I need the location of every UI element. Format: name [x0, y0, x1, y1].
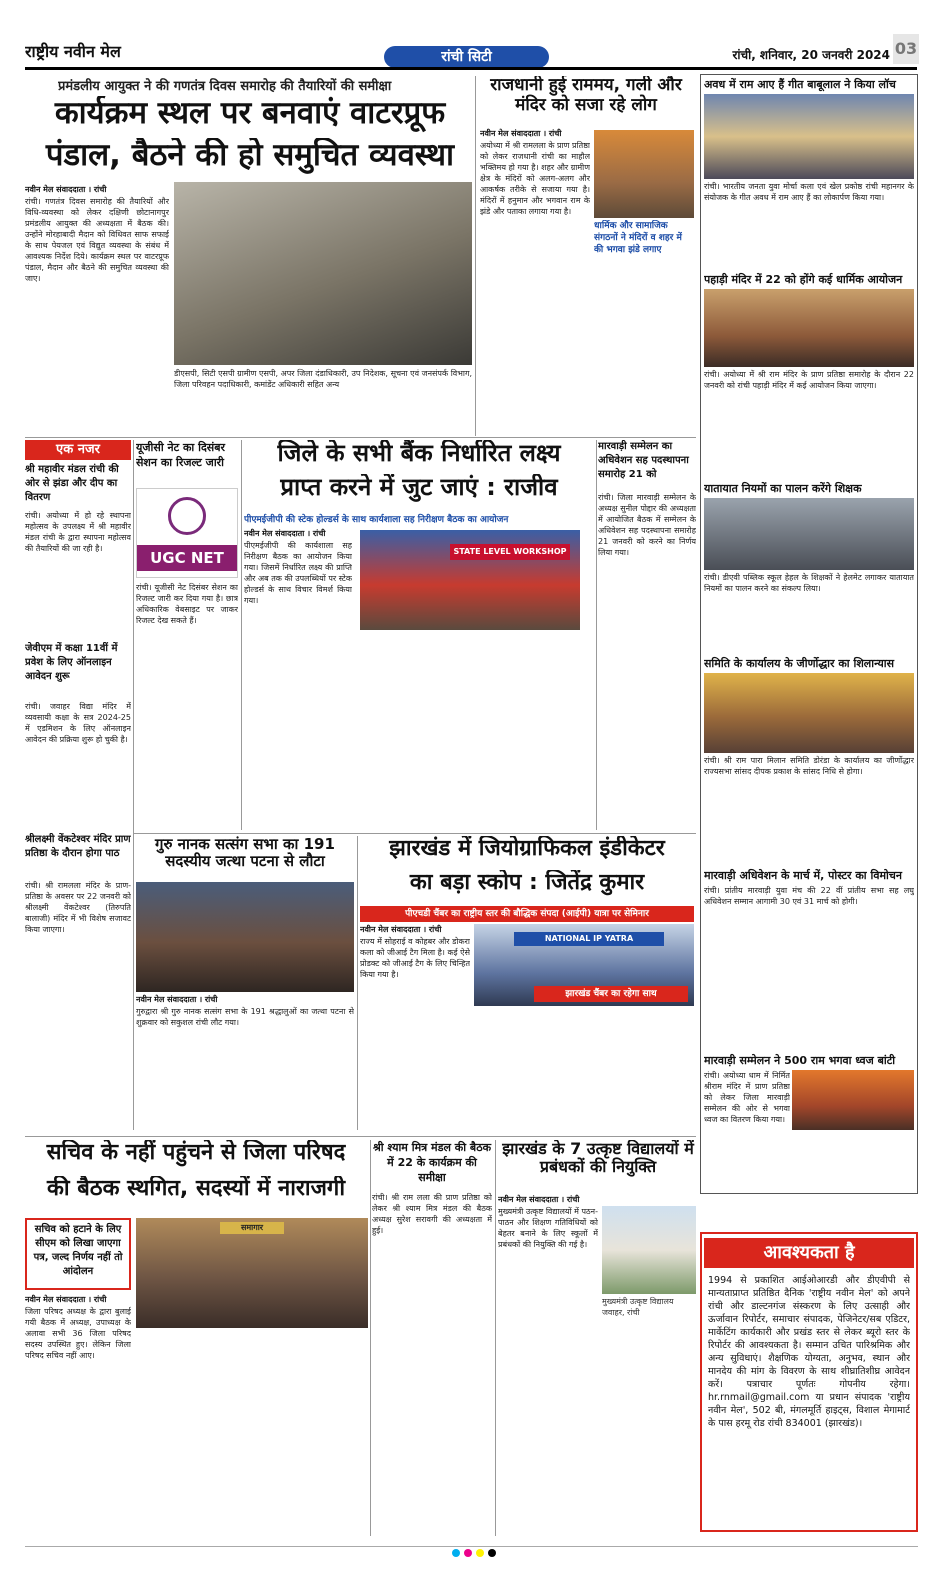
row-rule [25, 1136, 696, 1137]
ek-nazar-item1-body: रांची। अयोध्या में हो रहे स्थापना महोत्सव के उपलक्ष्य में श्री महावीर मंडल रांची के द्वारा स्थापना महोत्सव की तैयारियों की जा रही है। [25, 511, 131, 553]
sachiv-body: जिला परिषद अध्यक्ष के द्वारा बुलाई गयी बैठक में अध्यक्ष, उपाध्यक्ष के अलावा सभी 36 जिला परिषद सदस्य उपस्थित हुए। लेकिन जिला परिषद सचिव नहीं आए। [25, 1307, 131, 1360]
lead-body: रांची। गणतंत्र दिवस समारोह की तैयारियों और विधि-व्यवस्था को लेकर दक्षिणी छोटानागपुर प्रमंडलीय आयुक्त की अध्यक्षता में बैठक की। उन्होंने मोरहाबादी मैदान को विधिवत साफ सफाई के साथ पेयजल एवं विद्युत व्यवस्था के संबंध में आवश्यक निर्देश दिये। कार्यक्रम स्थल पर वाटरप्रूफ पंडाल, मैदान और बैठने की समुचित व्यवस्था की जाए। [25, 197, 169, 283]
gi-body-cont [360, 1010, 694, 1130]
column-rule [596, 440, 597, 830]
guru-headline: गुरु नानक सत्संग सभा का 191 सदस्यीय जत्था पटना से लौटा [155, 836, 335, 871]
classified-title: आवश्यकता है [704, 1238, 914, 1268]
gi-banner: NATIONAL IP YATRA [514, 932, 664, 946]
gi-headline-2: का बड़ा स्कोप : जितेंद्र कुमार [409, 870, 645, 895]
lead-photo-caption: डीएसपी, सिटी एसपी ग्रामीण एसपी, अपर जिला दंडाधिकारी, उप निदेशक, सूचना एवं जनसंपर्क विभाग, जिला परिवहन पदाधिकारी, कमांडेंट अधिकारी सहित अन्य [174, 369, 472, 389]
dateline: रांची, शनिवार, 20 जनवरी 2024 [732, 48, 890, 62]
right-story1-body: रांची। भारतीय जनता युवा मोर्चा कला एवं खेल प्रकोष्ठ रांची महानगर के संयोजक के गीत अवध में राम आए हैं का लोकार्पण किया गया। [704, 182, 914, 202]
marwari-headline: मारवाड़ी सम्मेलन का अधिवेशन सह पदस्थापना समारोह 21 को [598, 441, 689, 480]
gi-subhead: पीएचडी चैंबर का राष्ट्रीय स्तर की बौद्धिक संपदा (आईपी) यात्रा पर सेमिनार [360, 906, 694, 922]
cyan-mark-icon [452, 1549, 460, 1557]
shyam-headline: श्री श्याम मित्र मंडल की बैठक में 22 के कार्यक्रम की समीक्षा [372, 1141, 492, 1184]
gi-overlay: झारखंड चैंबर का रहेगा साथ [534, 986, 688, 1002]
ram-photo [594, 130, 694, 218]
black-mark-icon [488, 1549, 496, 1557]
bank-byline: नवीन मेल संवाददाता । रांची [244, 529, 326, 538]
right-story6-photo [792, 1070, 914, 1130]
shyam-body: रांची। श्री राम लला की प्राण प्रतिष्ठा को लेकर श्री श्याम मित्र मंडल की बैठक अध्यक्ष सुरेश सरावगी की अध्यक्षता में हुई। [372, 1193, 492, 1235]
guru-photo [136, 882, 354, 992]
bank-headline-1: जिले के सभी बैंक निर्धारित लक्ष्य [277, 440, 561, 467]
ugc-headline: यूजीसी नेट का दिसंबर सेशन का रिजल्ट जारी [136, 441, 226, 469]
right-story3-body: रांची। डीएवी पब्लिक स्कूल हेहल के शिक्षकों ने हेलमेट लगाकर यातायात नियमों का पालन करने का संकल्प लिया। [704, 573, 914, 593]
right-story2-body: रांची। अयोध्या में श्री राम मंदिर के प्राण प्रतिष्ठा समारोह के दौरान 22 जनवरी को रांची पहाड़ी मंदिर में कई आयोजन किया जाएगा। [704, 370, 914, 390]
masthead-brand: राष्ट्रीय नवीन मेल [25, 42, 121, 61]
column-rule [495, 1140, 496, 1536]
lead-headline-1: कार्यक्रम स्थल पर बनवाएं वाटरप्रूफ [54, 96, 446, 131]
gi-headline-1: झारखंड में जियोग्राफिकल इंडीकेटर [389, 836, 665, 861]
yellow-mark-icon [476, 1549, 484, 1557]
ram-headline: राजधानी हुई राममय, गली और मंदिर को सजा रहे लोग [490, 76, 682, 115]
gi-byline: नवीन मेल संवाददाता । रांची [360, 925, 442, 934]
ek-nazar-label: एक नजर [25, 440, 131, 460]
schools-body: मुख्यमंत्री उत्कृष्ट विद्यालयों में पठन-पाठन और शिक्षण गतिविधियों को बेहतर बनाने के लिए स्कूलों में प्रबंधकों की नियुक्ति की गई है। [498, 1207, 598, 1249]
right-story4-photo [704, 673, 914, 753]
lead-photo [174, 182, 472, 365]
guru-body: गुरुद्वारा श्री गुरु नानक सत्संग सभा के 191 श्रद्धालुओं का जत्था पटना से शुक्रवार को सकुशल रांची लौट गया। [136, 1007, 354, 1027]
right-story3-headline: यातायात नियमों का पालन करेंगे शिक्षक [704, 482, 862, 495]
ek-nazar-item3-body: रांची। श्री रामलला मंदिर के प्राण-प्रतिष्ठा के अवसर पर 22 जनवरी को श्रीलक्ष्मी वेंकटेश्वर (तिरुपति बालाजी) मंदिर में भी विशेष सजावट किया जाएगा। [25, 881, 131, 934]
column-rule [475, 76, 476, 436]
ek-nazar-item2-headline: जेवीएम में कक्षा 11वीं में प्रवेश के लिए ऑनलाइन आवेदन शुरू [25, 643, 118, 682]
schools-body-cont [602, 1328, 696, 1536]
ram-body-cont [594, 260, 694, 430]
page-number: 03 [893, 34, 919, 64]
ram-body: अयोध्या में श्री रामलला के प्राण प्रतिष्ठा को लेकर राजधानी रांची का माहौल भक्तिमय हो गया है। शहर और ग्रामीण क्षेत्र के मंदिरों को अलग-अलग और आकर्षक तरीके से सजाया गया है। मंदिरों में हनुमान और भगवान राम के झंडे और पताका लगाया गया है। [480, 141, 590, 216]
bank-banner: STATE LEVEL WORKSHOP [450, 544, 570, 560]
bank-photo [360, 530, 580, 630]
guru-byline: नवीन मेल संवाददाता । रांची [136, 995, 218, 1004]
schools-photo-caption: मुख्यमंत्री उत्कृष्ट विद्यालय जवाहर, रांची [602, 1297, 674, 1317]
gi-body: राज्य में सोहराई व कोहबर और डोकरा कला को जीआई टैग मिला है। कई ऐसे प्रोडक्ट को जीआई टैग के लिए चिन्हित किया गया है। [360, 937, 470, 979]
right-story4-headline: समिति के कार्यालय के जीर्णोद्धार का शिलान्यास [704, 657, 895, 670]
schools-byline: नवीन मेल संवाददाता । रांची [498, 1195, 580, 1204]
ram-photo-caption: धार्मिक और सामाजिक संगठनों ने मंदिरों व शहर में की भगवा झंडे लगाए [594, 221, 682, 255]
right-story1-headline: अवध में राम आए हैं गीत बाबूलाल ने किया लॉच [704, 78, 896, 91]
marwari-body: रांची। जिला मारवाड़ी सम्मेलन के अध्यक्ष सुनील पोद्दार की अध्यक्षता में आयोजित बैठक में सम्मेलन के अधिवेशन सह पदस्थापना समारोह 21 जनवरी को करने का निर्णय लिया गया। [598, 493, 696, 557]
ek-nazar-item3-headline: श्रीलक्ष्मी वेंकटेश्वर मंदिर प्राण प्रतिष्ठा के दौरान होगा पाठ [25, 834, 131, 859]
color-registration-marks [452, 1549, 512, 1559]
sachiv-box: सचिव को हटाने के लिए सीएम को लिखा जाएगा पत्र, जल्द निर्णय नहीं तो आंदोलन [25, 1218, 131, 1290]
bank-subhead: पीएमईजीपी की स्टेक होल्डर्स के साथ कार्यशाला सह निरीक्षण बैठक का आयोजन [244, 515, 509, 525]
column-rule [357, 836, 358, 1130]
lead-kicker: प्रमंडलीय आयुक्त ने की गणतंत्र दिवस समारोह की तैयारियों की समीक्षा [58, 79, 392, 94]
bank-body-cont [360, 634, 594, 828]
gi-photo [474, 924, 694, 1006]
sachiv-body-cont [136, 1332, 368, 1536]
sachiv-photo [136, 1218, 368, 1328]
bank-body: पीएमईजीपी की कार्यशाला सह निरीक्षण बैठक का आयोजन किया गया। जिसमें निर्धारित लक्ष्य की प्राप्ति और अब तक की उपलब्धियों पर स्टेक होल्डर्स के साथ विचार विमर्श किया गया। [244, 541, 352, 605]
bank-headline-2: प्राप्त करने में जुट जाएं : राजीव [280, 474, 558, 501]
column-rule [133, 440, 134, 1130]
sachiv-sign: समागार [220, 1222, 284, 1234]
right-story6-headline: मारवाड़ी सम्मेलन ने 500 राम भगवा ध्वज बांटी [704, 1054, 896, 1067]
magenta-mark-icon [464, 1549, 472, 1557]
ek-nazar-item2-body: रांची। जवाहर विद्या मंदिर में व्यवसायी कक्षा के सत्र 2024-25 में एडमिशन के लिए ऑनलाइन आवेदन की प्रक्रिया शुरू हो चुकी है। [25, 702, 131, 744]
lead-byline: नवीन मेल संवाददाता । रांची [25, 185, 107, 194]
right-story2-photo [704, 289, 914, 367]
ram-byline: नवीन मेल संवाददाता । रांची [480, 129, 562, 138]
right-story4-body: रांची। श्री राम पारा मिलान समिति डोरंडा के कार्यालय का जीर्णोद्धार राज्यसभा सांसद दीपक प्रकाश के सांसद निधि से होगा। [704, 756, 914, 776]
ugc-body: रांची। यूजीसी नेट दिसंबर सेशन का रिजल्ट जारी कर दिया गया है। छात्र अधिकारिक वेबसाइट पर जाकर रिजल्ट देख सकते हैं। [136, 583, 238, 625]
row-rule [134, 833, 696, 834]
right-story1-photo [704, 94, 914, 179]
right-story5-headline: मारवाड़ी अधिवेशन के मार्च में, पोस्टर का विमोचन [704, 869, 902, 882]
sachiv-headline-1: सचिव के नहीं पहुंचने से जिला परिषद [46, 1140, 346, 1165]
right-story3-photo [704, 498, 914, 570]
ugc-emblem-icon [168, 497, 206, 535]
right-story6-body: रांची। अयोध्या धाम में निर्मित श्रीराम मंदिर में प्राण प्रतिष्ठा को लेकर जिला मारवाड़ी सम्मेलन की ओर से भगवा ध्वज का वितरण किया गया। [704, 1071, 790, 1124]
schools-photo [602, 1206, 696, 1294]
sachiv-headline-2: की बैठक स्थगित, सदस्यों में नाराजगी [46, 1176, 346, 1201]
right-story6-body-cont [792, 1132, 914, 1188]
schools-headline: झारखंड के 7 उत्कृष्ट विद्यालयों में प्रबंधकों की नियुक्ति [502, 1140, 694, 1177]
right-story2-headline: पहाड़ी मंदिर में 22 को होंगे कई धार्मिक आयोजन [704, 273, 903, 286]
row-rule [25, 437, 696, 438]
section-label: रांची सिटी [384, 46, 549, 68]
ugc-logo-text: UGC NET [137, 545, 237, 571]
column-rule [241, 440, 242, 830]
column-rule [370, 1140, 371, 1536]
masthead-rule [25, 67, 917, 70]
right-story5-body: रांची। प्रांतीय मारवाड़ी युवा मंच की 22 वीं प्रांतीय सभा सह लघु अधिवेशन सम्मान आगामी 30 एवं 31 मार्च को होगी। [704, 886, 914, 906]
sachiv-byline: नवीन मेल संवाददाता । रांची [25, 1295, 107, 1304]
ek-nazar-item1-headline: श्री महावीर मंडल रांची की ओर से झंडा और दीप का वितरण [25, 464, 119, 503]
ugc-logo-box [136, 488, 238, 578]
classified-body: 1994 से प्रकाशित आईओआरडी और डीएवीपी से मान्यताप्राप्त प्रतिष्ठित दैनिक 'राष्ट्रीय नवीन मेल' को अपने रांची और डाल्टनगंज संस्करण के लिए उत्साही और ऊर्जावान रिपोर्टर, समाचार संपादक, पेजिनेटर/सब एडिटर, मार्केटिंग कार्यकारी और प्रखंड स्तर से लेकर ब्यूरो स्तर के रिपोर्टर की आवश्यकता है। सम्मान उचित पारिश्रमिक और अन्य सुविधाएं। शैक्षणिक योग्यता, अनुभव, स्थान और मानदेय की मांग के विवरण के साथ शीघ्रातिशीघ्र आवेदन करें। पत्राचार पूर्णतः गोपनीय रहेगा। hr.rnmail@gmail.com या प्रधान संपादक 'राष्ट्रीय नवीन मेल', 502 बी, मंगलमूर्ति हाइट्स, विशाल मेगामार्ट के पास हरमू रोड रांची 834001 (झारखंड)। [708, 1275, 910, 1429]
lead-headline-2: पंडाल, बैठने की हो समुचित व्यवस्था [45, 138, 455, 173]
